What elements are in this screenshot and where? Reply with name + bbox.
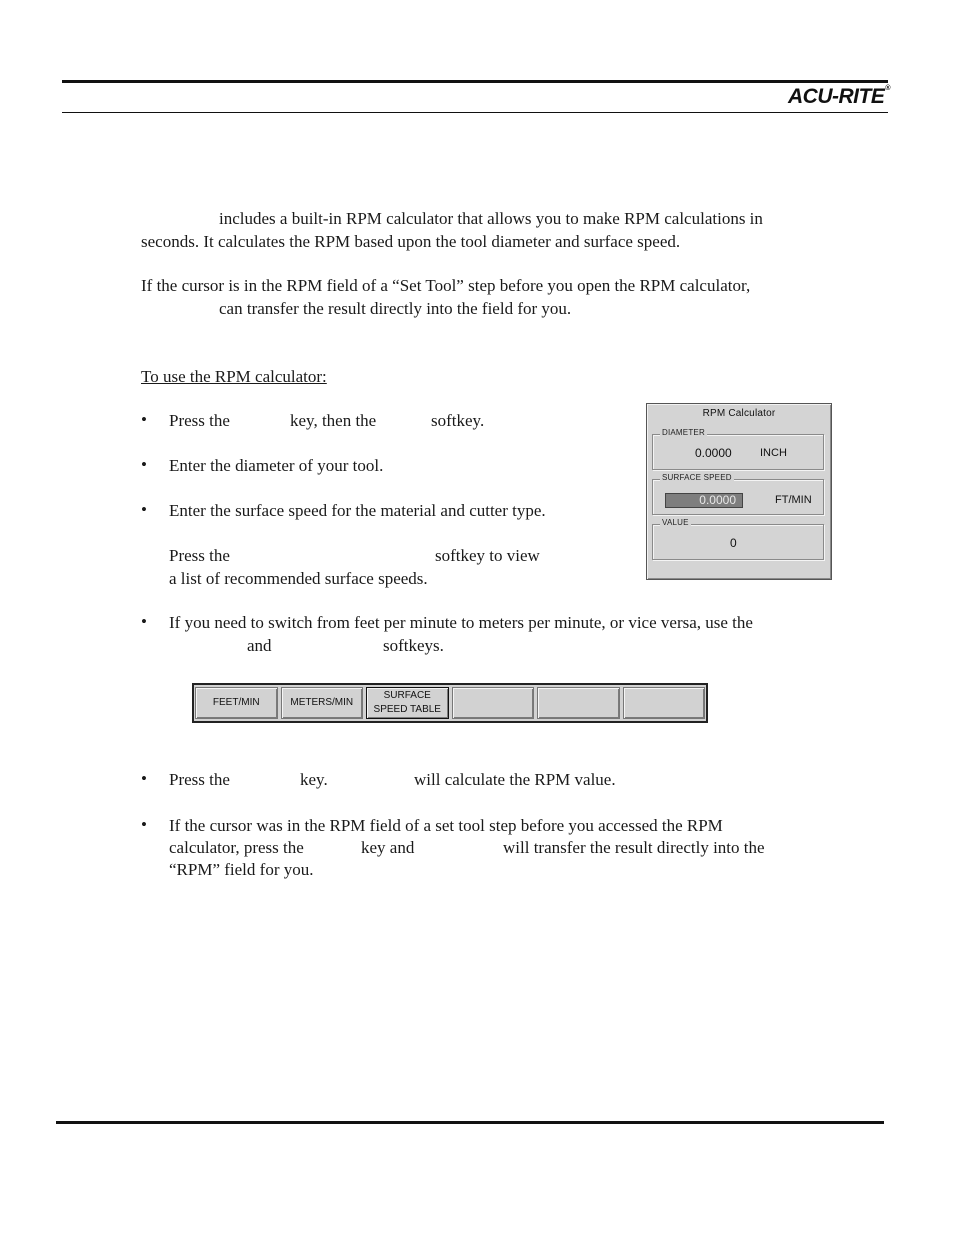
howto-heading: To use the RPM calculator: [141,367,327,386]
step-3: Enter the surface speed for the material and cutter type. [169,501,546,520]
header-rule-bottom [62,112,888,113]
intro-line-3: If the cursor is in the RPM field of a “Set Tool” step before you open the RPM calculator, [141,276,751,295]
bullet: • [141,769,147,788]
feet-per-min-softkey[interactable] [195,687,278,719]
softkey-label: METERS/MIN [290,697,354,708]
rpm-value: 0 [730,536,737,550]
step-3b-softkey: softkey to view [435,546,540,565]
step-6-transfer: will transfer the result directly into the [503,838,765,857]
intro-line-2: seconds. It calculates the RPM based upon the tool diameter and surface speed. [141,232,681,251]
softkey-label: SURFACE [383,690,431,701]
step-4-and: and [247,636,272,655]
intro-line-1: includes a built-in RPM calculator that allows you to make RPM calculations in [219,209,763,228]
step-6-line1: If the cursor was in the RPM field of a set tool step before you accessed the RPM [169,816,723,835]
step-6-key: key and [361,838,415,857]
step-1-softkey: softkey. [431,411,485,430]
rpm-calculator-dialog [646,403,832,580]
diameter-field[interactable]: 0.0000 [695,446,732,460]
step-3b-line2: a list of recommended surface speeds. [169,569,428,588]
acu-rite-logo: ACU-RITE® [788,85,890,108]
softkey-blank-5[interactable] [537,687,620,719]
value-label: VALUE [662,518,689,527]
value-group [652,518,824,560]
dialog-title: RPM Calculator [702,408,776,419]
surface-speed-label: SURFACE SPEED [662,473,732,482]
softkey-bar [192,683,708,723]
softkey-blank-4[interactable] [452,687,535,719]
surface-speed-field[interactable]: 0.0000 [665,493,743,508]
softkey-blank-6[interactable] [623,687,706,719]
header-rule-top [62,80,888,83]
bullet: • [141,612,147,631]
surface-speed-unit: FT/MIN [775,494,812,506]
softkey-label: FEET/MIN [212,697,260,708]
bullet: • [141,500,147,519]
step-5-key: key. [300,770,328,789]
bullet: • [141,455,147,474]
step-5-press: Press the [169,770,230,789]
surface-speed-table-softkey[interactable] [366,687,449,719]
step-6-line3: “RPM” field for you. [169,860,314,879]
step-3b-press: Press the [169,546,230,565]
surface-speed-group [652,473,824,515]
step-1-key: key, then the [290,411,377,430]
intro-line-4: can transfer the result directly into the field for you. [219,299,572,318]
step-5-calc: will calculate the RPM value. [414,770,616,789]
step-4-line1: If you need to switch from feet per minute to meters per minute, or vice versa, use the [169,613,753,632]
softkey-label: SPEED TABLE [373,704,441,715]
meters-per-min-softkey[interactable] [281,687,364,719]
step-1-press: Press the [169,411,230,430]
diameter-label: DIAMETER [662,428,705,437]
bullet: • [141,410,147,429]
diameter-group [652,428,824,470]
step-6-press: calculator, press the [169,838,304,857]
bullet: • [141,815,147,834]
step-4-softkeys: softkeys. [383,636,444,655]
diameter-unit: INCH [760,447,787,459]
footer-rule [56,1121,884,1124]
step-2: Enter the diameter of your tool. [169,456,384,475]
